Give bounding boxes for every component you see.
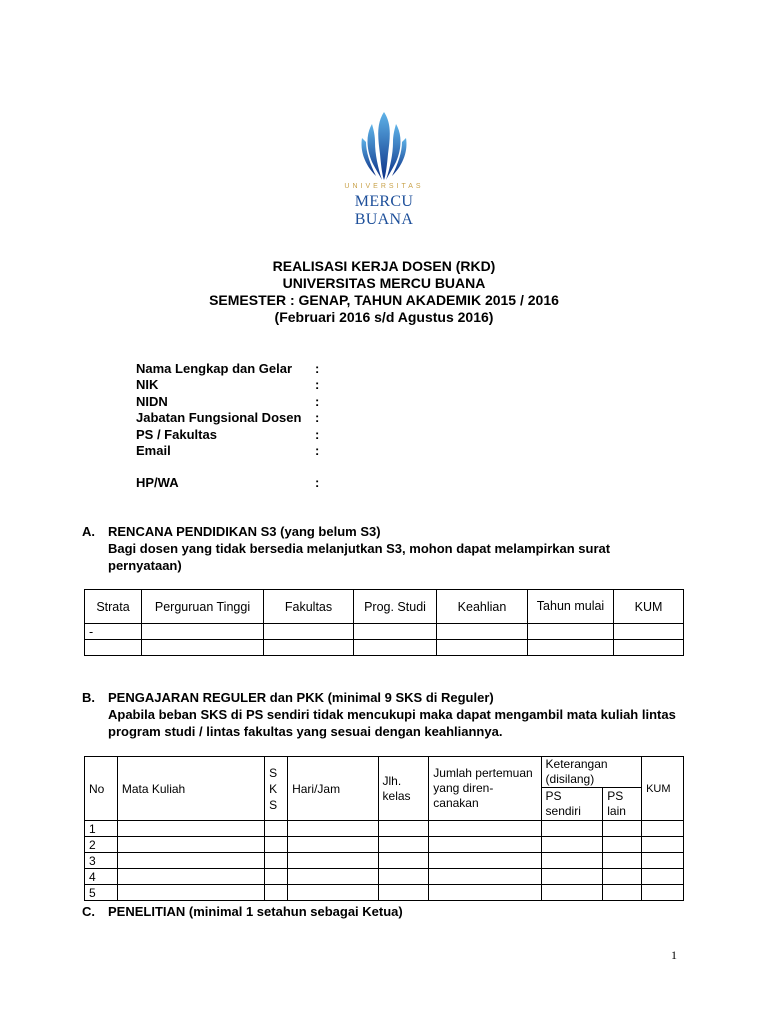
- field-label: Jabatan Fungsional Dosen: [136, 410, 302, 426]
- header-prog-studi: Prog. Studi: [354, 590, 437, 624]
- page-number: 1: [671, 948, 677, 962]
- table-cell: [378, 885, 429, 901]
- section-c-title: PENELITIAN (minimal 1 setahun sebagai Ketua): [108, 904, 403, 919]
- identity-fields: [136, 361, 320, 492]
- header-no: No: [85, 757, 118, 821]
- field-label: NIK: [136, 377, 159, 393]
- field-ps-fakultas: [136, 426, 320, 443]
- field-label: Email: [136, 442, 171, 458]
- header-fakultas: Fakultas: [264, 590, 354, 624]
- table-cell: [541, 837, 603, 853]
- header-jumlah-pertemuan: Jumlah pertemuan yang diren-canakan: [429, 757, 541, 821]
- row-number: 4: [85, 869, 118, 885]
- header-ps-lain: PS lain: [603, 788, 642, 821]
- field-colon: :: [315, 442, 320, 458]
- table-cell: [378, 853, 429, 869]
- table-cell: [288, 821, 378, 837]
- header-kum: KUM: [614, 590, 684, 624]
- table-cell: [378, 837, 429, 853]
- field-hp-wa: [136, 475, 320, 491]
- table-cell: [117, 885, 264, 901]
- section-b-title: PENGAJARAN REGULER dan PKK (minimal 9 SKS di Reguler): [108, 690, 494, 705]
- header-jlh-kelas: Jlh. kelas: [378, 757, 429, 821]
- table-cell: -: [85, 624, 142, 640]
- title-line-4: (Februari 2016 s/d Agustus 2016): [274, 309, 494, 325]
- table-cell: [85, 640, 142, 656]
- row-number: 5: [85, 885, 118, 901]
- table-cell: [265, 885, 288, 901]
- header-tahun-mulai: Tahun mulai: [528, 590, 614, 624]
- field-colon: :: [315, 475, 320, 491]
- row-number: 1: [85, 821, 118, 837]
- table-cell: [288, 885, 378, 901]
- table-cell: [142, 640, 264, 656]
- table-cell: [541, 869, 603, 885]
- flame-emblem-icon: [358, 110, 410, 182]
- table-cell: [117, 853, 264, 869]
- field-email: [136, 442, 320, 459]
- section-a-title: RENCANA PENDIDIKAN S3 (yang belum S3): [108, 524, 381, 539]
- header-keahlian: Keahlian: [437, 590, 528, 624]
- table-cell: [603, 837, 642, 853]
- section-c-letter: C.: [82, 904, 95, 919]
- table-pengajaran: [84, 756, 684, 901]
- row-number: 2: [85, 837, 118, 853]
- table-cell: [429, 869, 541, 885]
- table-cell: [142, 624, 264, 640]
- table-cell: [378, 869, 429, 885]
- header-kum: KUM: [642, 757, 684, 821]
- title-line-2: UNIVERSITAS MERCU BUANA: [282, 275, 486, 291]
- field-colon: :: [315, 361, 320, 376]
- row-number: 3: [85, 853, 118, 869]
- table-cell: [437, 640, 528, 656]
- table-cell: [528, 640, 614, 656]
- header-ps-sendiri: PS sendiri: [541, 788, 603, 821]
- table-cell: [642, 853, 684, 869]
- header-keterangan: Keterangan (disilang): [541, 757, 642, 788]
- table-cell: [265, 837, 288, 853]
- header-hari-jam: Hari/Jam: [288, 757, 378, 821]
- section-a-note: Bagi dosen yang tidak bersedia melanjutkan S3, mohon dapat melampirkan surat pernyataan): [108, 541, 611, 573]
- section-a-letter: A.: [82, 524, 95, 539]
- field-jabatan: [136, 410, 320, 426]
- university-logo: [326, 110, 442, 228]
- table-cell: [265, 869, 288, 885]
- table-cell: [354, 640, 437, 656]
- document-title: [0, 258, 768, 326]
- table-cell: [642, 885, 684, 901]
- field-colon: :: [315, 377, 320, 393]
- table-cell: [541, 885, 603, 901]
- table-cell: [437, 624, 528, 640]
- section-c: [82, 903, 682, 920]
- table-cell: [264, 624, 354, 640]
- table-cell: [642, 869, 684, 885]
- table-cell: [354, 624, 437, 640]
- field-colon: :: [315, 393, 320, 409]
- table-cell: [541, 821, 603, 837]
- section-b-note: Apabila beban SKS di PS sendiri tidak mencukupi maka dapat mengambil mata kuliah lintas program studi / lintas fakultas yang sesuai dengan keahliannya.: [108, 707, 676, 739]
- table-cell: [528, 624, 614, 640]
- table-cell: [288, 869, 378, 885]
- header-perguruan-tinggi: Perguruan Tinggi: [142, 590, 264, 624]
- field-label: Nama Lengkap dan Gelar: [136, 361, 293, 376]
- table-cell: [288, 853, 378, 869]
- field-colon: :: [315, 426, 320, 442]
- table-cell: [541, 853, 603, 869]
- table-cell: [614, 624, 684, 640]
- title-line-3: SEMESTER : GENAP, TAHUN AKADEMIK 2015 / 2016: [209, 292, 559, 308]
- table-cell: [614, 640, 684, 656]
- table-cell: [429, 821, 541, 837]
- field-nik: [136, 377, 320, 393]
- field-label: HP/WA: [136, 475, 179, 491]
- field-label: NIDN: [136, 393, 168, 409]
- table-cell: [642, 837, 684, 853]
- table-cell: [117, 869, 264, 885]
- section-b: [82, 689, 682, 740]
- field-label: PS / Fakultas: [136, 426, 217, 442]
- field-nidn: [136, 393, 320, 410]
- table-rencana-pendidikan: [84, 589, 684, 656]
- table-cell: [288, 837, 378, 853]
- section-b-letter: B.: [82, 690, 95, 705]
- header-sks: S K S: [265, 757, 288, 821]
- section-a: [82, 523, 662, 574]
- table-cell: [642, 821, 684, 837]
- table-cell: [264, 640, 354, 656]
- field-nama: [136, 361, 320, 377]
- table-cell: [117, 821, 264, 837]
- table-cell: [265, 821, 288, 837]
- table-cell: [603, 869, 642, 885]
- field-colon: :: [315, 410, 320, 426]
- table-cell: [117, 837, 264, 853]
- table-cell: [265, 853, 288, 869]
- table-cell: [603, 821, 642, 837]
- table-cell: [429, 853, 541, 869]
- header-mata-kuliah: Mata Kuliah: [117, 757, 264, 821]
- header-strata: Strata: [85, 590, 142, 624]
- table-cell: [603, 885, 642, 901]
- table-cell: [603, 853, 642, 869]
- title-line-1: REALISASI KERJA DOSEN (RKD): [272, 258, 496, 274]
- logo-text-universitas: UNIVERSITAS: [344, 183, 424, 190]
- table-cell: [378, 821, 429, 837]
- table-cell: [429, 837, 541, 853]
- table-cell: [429, 885, 541, 901]
- logo-text-mercu-buana: MERCU BUANA: [354, 193, 414, 228]
